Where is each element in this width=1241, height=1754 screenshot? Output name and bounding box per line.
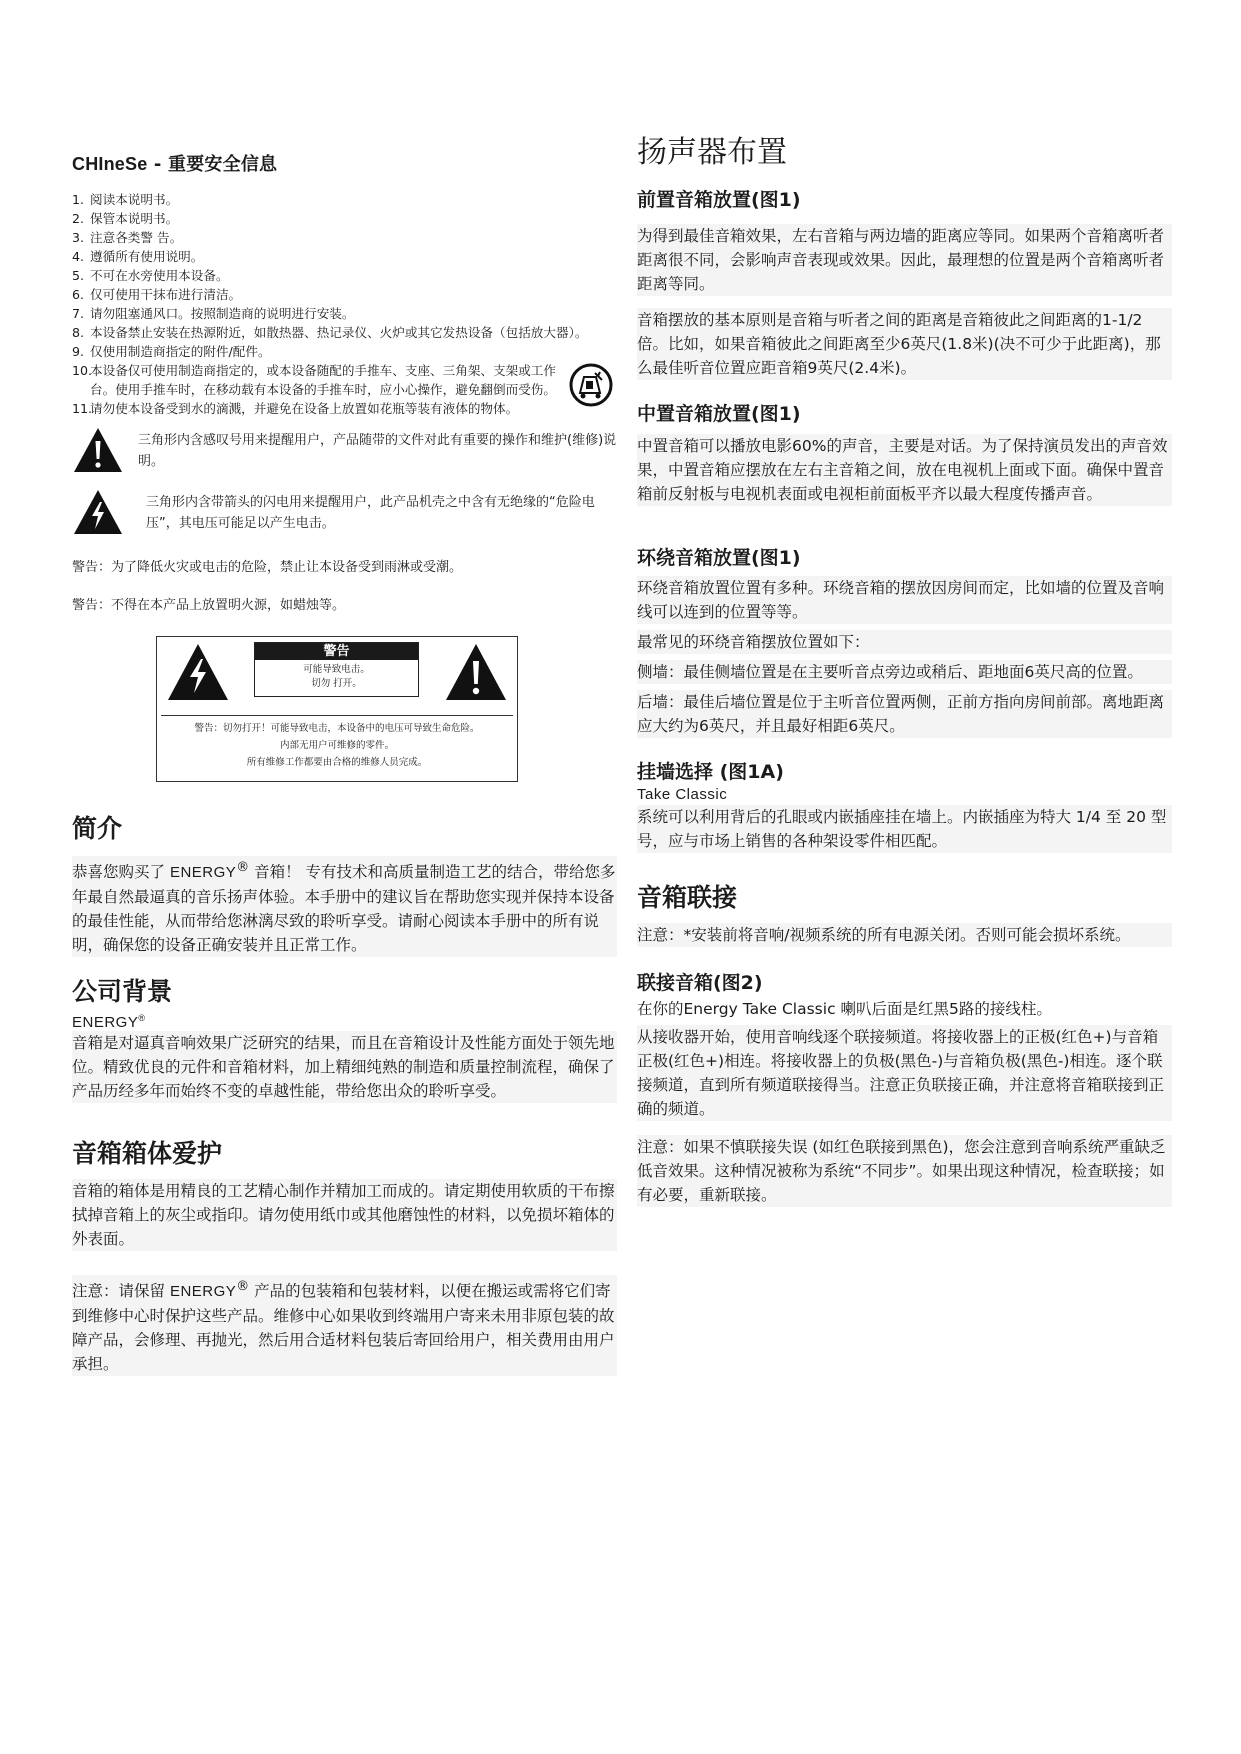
center-placement-paragraph: 中置音箱可以播放电影60%的声音，主要是对话。为了保持演员发出的声音效果，中置音箱应摆放在左右主音箱之间，放在电视机上面或下面。确保中置音箱前反射板与电视机表面或电视柜前面板平齐以最大程度传播声音。 [637,434,1172,506]
lightning-note-text: 三角形内含带箭头的闪电用来提醒用户，此产品机壳之中含有无绝缘的“危险电压”，其电压可能足以产生电击。 [146,495,595,531]
surround-common-positions: 最常见的环绕音箱摆放位置如下： [637,630,1172,654]
safety-item-number: 4. [72,249,85,264]
safety-item [72,228,617,247]
lightning-triangle-icon [72,488,124,536]
packaging-note-start: 注意：请保留 [72,1282,170,1301]
safety-item-number: 3. [72,230,85,245]
brand-name: ENERGY [169,1283,237,1301]
power-off-note: 注意：*安装前将音响/视频系统的所有电源关闭。否则可能会损坏系统。 [637,923,1172,947]
exclamation-triangle-icon [443,641,509,703]
warning-label-footer-line: 所有维修工作都要由合格的维修人员完成。 [246,757,428,768]
safety-item-text: 不可在水旁使用本设备。 [90,268,229,283]
safety-item-number: 9. [72,344,85,359]
binding-posts-lead: 在你的Energy Take Classic 喇叭后面是红黑5路的接线柱。 [637,1000,1052,1018]
rain-moisture-warning: 警告：为了降低火灾或电击的危险，禁止让本设备受到雨淋或受潮。 [72,560,463,575]
safety-title-separator: - [147,154,169,175]
warning-label-footer-line: 警告：切勿打开！可能导致电击，本设备中的电压可导致生命危险。 [194,723,480,734]
safety-item-number: 6. [72,287,85,302]
warning-label-heading: 警告 [255,643,418,660]
out-of-phase-note: 注意：如果不慎联接失误 (如红色联接到黑色)，您会注意到音响系统严重缺乏低音效果。这种情况被称为系统“不同步”。如果出现这种情况，检查联接；如有必要，重新联接。 [637,1135,1172,1207]
wiring-heading: 联接音箱(图2) [637,972,763,994]
exclamation-triangle-icon [72,426,124,474]
safety-item-text: 仅使用制造商指定的附件/配件。 [90,344,271,359]
safety-item [72,247,617,266]
front-placement-paragraph: 为得到最佳音箱效果，左右音箱与两边墙的距离应等同。如果两个音箱离听者距离很不同，会影响声音表现或效果。因此，最理想的位置是两个音箱离听者距离等同。 [637,224,1172,296]
surround-placement-paragraph: 环绕音箱放置位置有多种。环绕音箱的摆放因房间而定，比如墙的位置及音响线可以连到的位置等等。 [637,576,1172,624]
safety-item-number: 5. [72,268,85,283]
safety-item-number: 10. [72,363,93,378]
lightning-triangle-icon [165,641,231,703]
cabinet-care-heading: 音箱箱体爱护 [72,1139,223,1169]
safety-item [72,285,617,304]
right-column [637,135,1172,1207]
side-wall-paragraph: 侧墙：最佳侧墙位置是在主要听音点旁边或稍后、距地面6英尺高的位置。 [637,660,1172,684]
intro-paragraph-start: 恭喜您购买了 [72,863,170,882]
safety-item [72,323,617,342]
left-column [72,150,617,1376]
safety-item [72,266,617,285]
warning-label-box [254,642,419,697]
safety-item-number: 7. [72,306,85,321]
warning-label-footer-line: 内部无用户可维修的零件。 [279,740,394,751]
safety-item-text: 仅可使用干抹布进行清洁。 [90,287,242,302]
safety-item-number: 8. [72,325,85,340]
safety-item-text: 本设备禁止安装在热源附近，如散热器、热记录仪、火炉或其它发热设备（包括放大器）。 [90,325,588,340]
safety-item-number: 1. [72,192,85,207]
safety-item [72,361,617,399]
company-brand [72,1013,617,1031]
center-placement-heading: 中置音箱放置(图1) [637,403,801,425]
safety-title-language: CHIneSe [72,154,148,174]
warning-label-body [255,660,418,691]
safety-item-text: 阅读本说明书。 [90,192,179,207]
rear-wall-paragraph: 后墙：最佳后墙位置是位于主听音位置两侧，正前方指向房间前部。离地距离应大约为6英尺，并且最好相距6英尺。 [637,690,1172,738]
safety-item-text: 保管本说明书。 [90,211,179,226]
company-heading: 公司背景 [72,977,173,1007]
safety-item-text: 遵循所有使用说明。 [90,249,204,264]
safety-instructions-list [72,190,617,418]
front-placement-distance-paragraph: 音箱摆放的基本原则是音箱与听者之间的距离是音箱彼此之间距离的1-1/2倍。比如，如果音箱彼此之间距离至少6英尺(1.8米)(决不可少于此距离)，那么最佳听音位置应距音箱9英尺(2.4米)。 [637,308,1172,380]
safety-title-text: 重要安全信息 [168,154,278,175]
intro-heading: 简介 [72,814,123,843]
safety-item [72,190,617,209]
packaging-note [72,1275,617,1376]
front-placement-heading: 前置音箱放置(图1) [637,189,801,211]
safety-item-text: 请勿使本设备受到水的滴溅，并避免在设备上放置如花瓶等装有液体的物体。 [90,401,519,416]
safety-item-text: 本设备仅可使用制造商指定的，或本设备随配的手推车、支座、三角架、支架或工作台。使用手推车时，在移动载有本设备的手推车时，应小心操作，避免翻倒而受伤。 [90,363,556,397]
surround-placement-heading: 环绕音箱放置(图1) [637,547,801,569]
registered-mark: ® [138,1013,146,1024]
wall-mount-heading: 挂墙选择 (图1A) [637,761,784,783]
lightning-triangle-note [72,488,617,542]
safety-item [72,209,617,228]
exclamation-note-text: 三角形内含感叹号用来提醒用户，产品随带的文件对此有重要的操作和维护(维修)说明。 [138,433,617,469]
company-paragraph: 音箱是对逼真音响效果广泛研究的结果，而且在音箱设计及性能方面处于领先地位。精致优良的元件和音箱材料，加上精细纯熟的制造和质量控制流程，确保了产品历经多年而始终不变的卓越性能，带给您出众的聆听享受。 [72,1031,617,1103]
packaging-note-rest: 产品的包装箱和包装材料，以便在搬运或需将它们寄到维修中心时保护这些产品。维修中心如果收到终端用户寄来未用非原包装的故障产品，会修理、再抛光，然后用合适材料包装后寄回给用户，相关费用由用户承担。 [72,1282,615,1374]
model-name: Take Classic [637,786,728,803]
registered-mark: ® [236,860,250,875]
safety-item-text: 注意各类警 告。 [90,230,183,245]
registered-mark: ® [236,1279,250,1295]
intro-paragraph-rest: 音箱！ 专有技术和高质量制造工艺的结合，带给您多年最自然最逼真的音乐扬声体验。本手册中的建议旨在帮助您实现并保持本设备的最佳性能，从而带给您淋漓尽致的聆听享受。请耐心阅读本手册中的所有说明，确保您的设备正确安装并且正常工作。 [72,863,616,955]
brand-name: ENERGY [169,864,237,882]
open-flame-warning: 警告：不得在本产品上放置明火源，如蜡烛等。 [72,598,346,613]
speaker-connection-heading: 音箱联接 [637,883,738,912]
safety-item [72,342,617,361]
safety-title [72,150,617,176]
exclamation-triangle-note [72,426,617,480]
electric-shock-warning-label [156,636,518,782]
wiring-paragraph: 从接收器开始，使用音响线逐个联接频道。将接收器上的正极(红色+)与音箱正极(红色+)相连。将接收器上的负极(黑色-)与音箱负极(黑色-)相连。逐个联接频道，直到所有频道联接得当。注意正负联接正确，并注意将音箱联接到正确的频道。 [637,1025,1172,1121]
safety-item [72,399,617,418]
speaker-placement-heading: 扬声器布置 [637,135,787,170]
cabinet-care-paragraph: 音箱的箱体是用精良的工艺精心制作并精加工而成的。请定期使用软质的干布擦拭掉音箱上的灰尘或指印。请勿使用纸巾或其他磨蚀性的材料，以免损坏箱体的外表面。 [72,1179,617,1251]
brand-name: ENERGY [72,1014,139,1032]
intro-paragraph [72,856,617,957]
safety-item [72,304,617,323]
wall-mount-paragraph: 系统可以利用背后的孔眼或内嵌插座挂在墙上。内嵌插座为特大 1/4 至 20 型号，应与市场上销售的各种架设零件相匹配。 [637,805,1172,853]
warning-label-line: 切勿 打开。 [311,678,362,689]
warning-label-footer [161,715,513,771]
warning-label-line: 可能导致电击。 [303,664,370,675]
safety-item-text: 请勿阻塞通风口。按照制造商的说明进行安装。 [90,306,355,321]
safety-item-number: 2. [72,211,85,226]
safety-item-number: 11. [72,401,93,416]
